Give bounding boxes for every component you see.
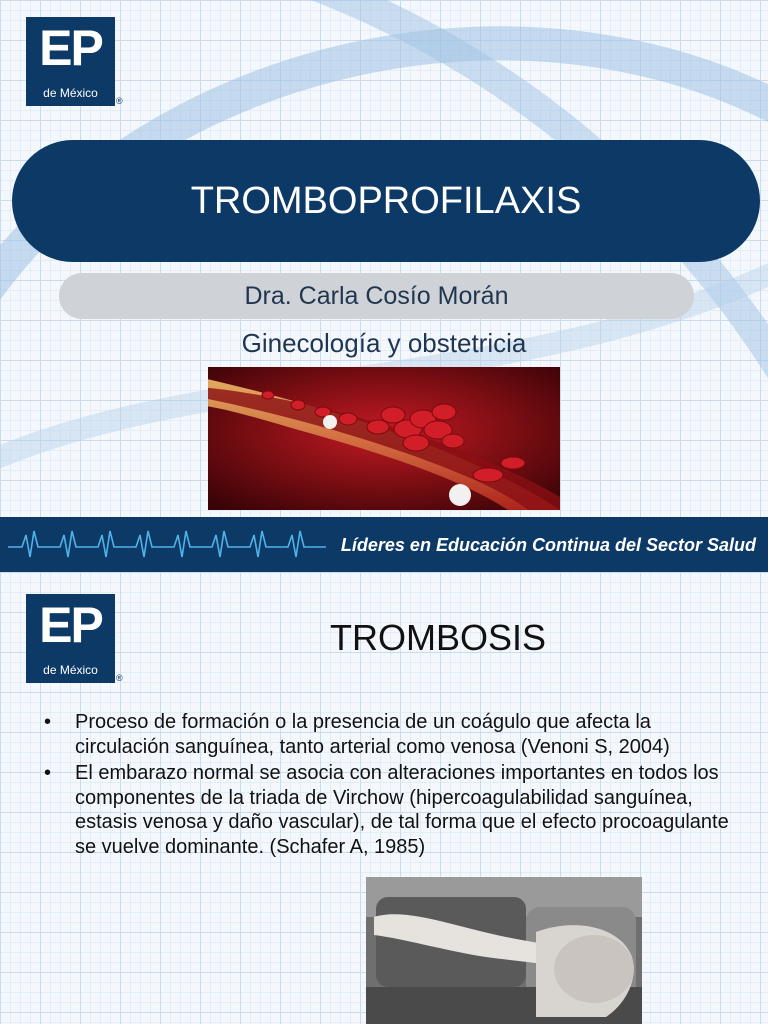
content-slide — [0, 572, 768, 1024]
registered-mark: ® — [116, 673, 123, 683]
heartbeat-icon — [0, 517, 330, 572]
bullet-list — [44, 710, 734, 859]
logo-subtitle: de México — [43, 86, 98, 100]
title-banner — [12, 140, 760, 262]
bullet-text: Proceso de formación o la presencia de un coágulo que afecta la circulación sanguínea, tanto arterial como venosa (Venoni S, 2004) — [75, 711, 670, 758]
blood-clot-image — [208, 367, 560, 510]
bullet-dot: • — [44, 711, 52, 733]
list-item — [44, 710, 734, 759]
logo-mark: EP — [39, 20, 102, 76]
author-name: Dra. Carla Cosío Morán — [244, 281, 509, 310]
bullet-dot: • — [44, 762, 52, 784]
footer-tagline: Líderes en Educación Continua del Sector Salud — [340, 535, 756, 555]
specialty-subtitle: Ginecología y obstetricia — [241, 328, 527, 358]
pregnant-woman-photo — [366, 877, 642, 1024]
ep-logo — [26, 17, 115, 106]
slide-heading: TROMBOSIS — [330, 617, 547, 658]
author-banner — [59, 273, 694, 319]
logo-mark: EP — [39, 597, 102, 653]
list-item — [44, 761, 734, 859]
ep-logo — [26, 594, 115, 683]
slide-title: TROMBOPROFILAXIS — [190, 179, 582, 222]
footer-banner — [0, 517, 768, 572]
registered-mark: ® — [116, 96, 123, 106]
bullet-text: El embarazo normal se asocia con alteraciones importantes en todos los componentes de la triada de Virchow (hipercoagulabilidad sanguínea, estasis venosa y daño vascular), de tal forma que el efecto procoagulante se vuelve dominante. (Schafer A, 1985) — [75, 762, 729, 858]
logo-subtitle: de México — [43, 663, 98, 677]
